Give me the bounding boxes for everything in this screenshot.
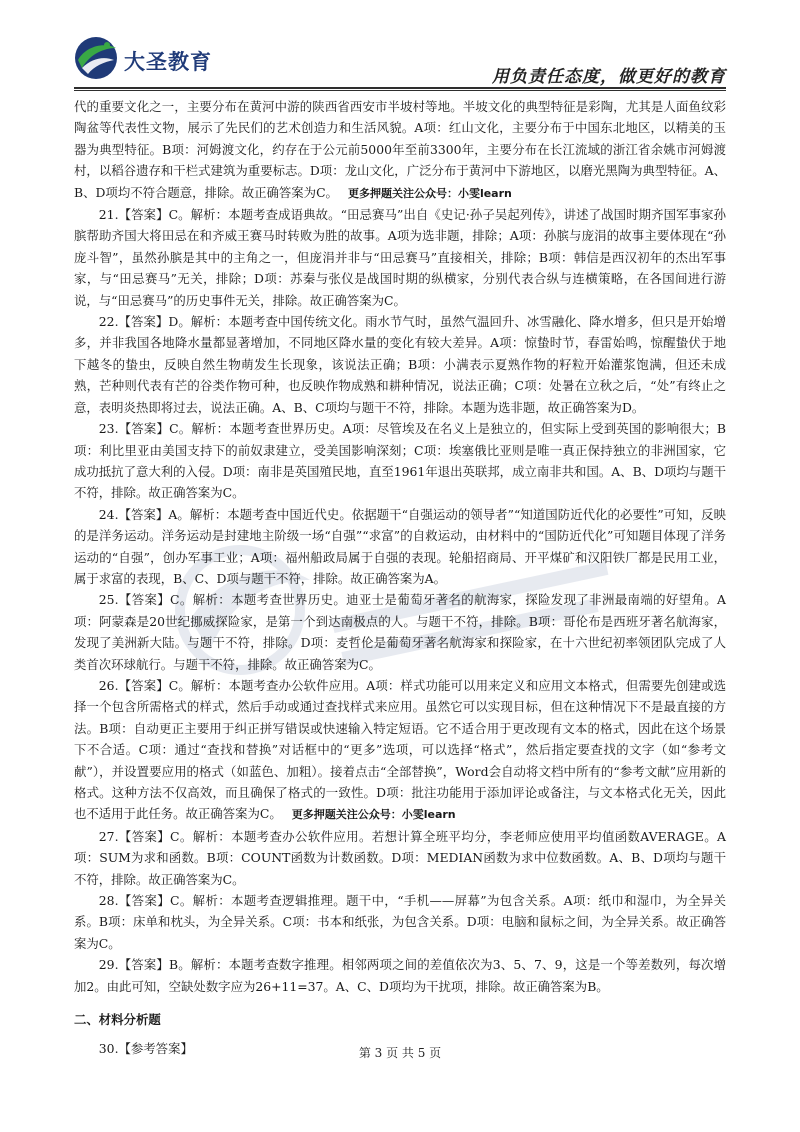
answer-30-heading: 30.【参考答案】: [98, 1041, 193, 1057]
answer-26-text: 26.【答案】C。解析：本题考查办公软件应用。A项：样式功能可以用来定义和应用文本格式，但需要先创建或选择一个包含所需格式的样式，然后手动或通过查找样式来应用。虽然它可以实现目标，但在这种情况下不是最直接的方法。B项：自动更正主要用于纠正拼写错误或快速输入特定短语。它不适合用于更改现有文本的格式，因此在这个场景下不合适。C项：通过“查找和替换”对话框中的“更多”选项，可以选择“格式”，然后指定要查找的文字（如“参考文献”），并设置要应用的格式（如蓝色、加粗）。接着点击“全部替换”，Word会自动将文档中所有的“参考文献”应用新的格式。这种方法不仅高效，而且确保了格式的一致性。D项：批注功能用于添加评论或备注，与文本格式化无关，因此也不适用于此任务。故正确答案为C。: [74, 677, 726, 822]
answer-26: [74, 675, 726, 826]
answer-29: 29.【答案】B。解析：本题考查数字推理。相邻两项之间的差值依次为3、5、7、9，这是一个等差数列，每次增加2。由此可知，空缺处数字应为26+11=37。A、C、D项均为干扰项，排除。故正确答案为B。: [74, 957, 726, 994]
answer-21: 21.【答案】C。解析：本题考查成语典故。“田忌赛马”出自《史记·孙子吴起列传》，讲述了战国时期齐国军事家孙膑帮助齐国大将田忌在和齐威王赛马时转败为胜的故事。A项为选非题，排除；A项：孙膑与庞涓的故事主要体现在“孙庞斗智”，虽然孙膑是其中的主角之一，但庞涓并非与“田忌赛马”直接相关，排除；B项：韩信是西汉初年的杰出军事家，与“田忌赛马”无关，排除；D项：苏秦与张仪是战国时期的纵横家，分别代表合纵与连横策略，在各国间进行游说，与“田忌赛马”的历史事件无关，排除。故正确答案为C。: [74, 207, 726, 308]
promo-text: 更多押题关注公众号：小雯learn: [347, 186, 512, 200]
answer-27: 27.【答案】C。解析：本题考查办公软件应用。若想计算全班平均分，李老师应使用平均值函数AVERAGE。A项：SUM为求和函数。B项：COUNT函数为计数函数。D项：MEDIAN函数为求中位数函数。A、B、D项均与题干不符，排除。故正确答案为C。: [74, 828, 726, 887]
answer-28: 28.【答案】C。解析：本题考查逻辑推理。题干中，“手机——屏幕”为包含关系。A项：纸巾和湿巾，为全异关系。B项：床单和枕头，为全异关系。C项：书本和纸张，为包含关系。D项：电脑和鼠标之间，为全异关系。故正确答案为C。: [74, 893, 726, 951]
dasheng-logo-icon: [74, 36, 118, 80]
paragraph-intro: [74, 96, 726, 204]
answer-23: 23.【答案】C。解析：本题考查世界历史。A项：尽管埃及在名义上是独立的，但实际上受到英国的影响很大；B项：利比里亚由美国支持下的前奴隶建立，受美国影响深刻；C项：埃塞俄比亚则是唯一真正保持独立的非洲国家，它成功抵抗了意大利的入侵。D项：南非是英国殖民地，直至1961年退出英联邦，成立南非共和国。A、B、D项均与题干不符，排除。故正确答案为C。: [74, 421, 726, 501]
brand-name: 大圣教育: [124, 50, 212, 74]
page-number: 第 3 页 共 5 页: [358, 1046, 442, 1060]
promo-text: 更多押题关注公众号：小雯learn: [291, 808, 456, 822]
answer-24: 24.【答案】A。解析：本题考查中国近代史。依据题干“自强运动的领导者”“知道国防近代化的必要性”可知，反映的是洋务运动。洋务运动是封建地主阶级一场“自强”“求富”的自救运动，由材料中的“国防近代化”可知题目体现了洋务运动的“自强”，创办军事工业；A项：福州船政局属于自强的表现。轮船招商局、开平煤矿和汉阳铁厂都是民用工业，属于求富的表现，B、C、D项与题干不符，排除。故正确答案为A。: [74, 506, 726, 586]
header-divider: [74, 87, 726, 89]
header-divider-thin: [74, 90, 726, 91]
intro-text: 代的重要文化之一，主要分布在黄河中游的陕西省西安市半坡村等地。半坡文化的典型特征是彩陶，尤其是人面鱼纹彩陶盆等代表性文物，展示了先民们的艺术创造力和生活风貌。A项：红山文化，主要分布于中国东北地区，以精美的玉器为典型特征。B项：河姆渡文化，约存在于公元前5000年至前3300年，主要分布在长江流域的浙江省余姚市河姆渡村，以稻谷遗存和干栏式建筑为重要标志。D项：龙山文化，广泛分布于黄河中下游地区，以磨光黑陶为典型特征。A、B、D项均不符合题意，排除。故正确答案为C。: [74, 99, 726, 200]
header-slogan: 用负责任态度，做更好的教育: [492, 67, 726, 87]
answer-content: [74, 96, 726, 1060]
answer-25: 25.【答案】C。解析：本题考查世界历史。迪亚士是葡萄牙著名的航海家，探险发现了非洲最南端的好望角。A项：阿蒙森是20世纪挪威探险家，是第一个到达南极点的人。与题干不符，排除。B项：哥伦布是西班牙著名航海家，发现了美洲新大陆。与题干不符，排除。D项：麦哲伦是葡萄牙著名航海家和探险家，在十六世纪初率领团队完成了人类首次环球航行。与题干不符，排除。故正确答案为C。: [74, 592, 726, 672]
page-header: [0, 0, 800, 92]
section-title: 二、材料分析题: [74, 1012, 161, 1028]
answer-22: 22.【答案】D。解析：本题考查中国传统文化。雨水节气时，虽然气温回升、冰雪融化、降水增多，但只是开始增多，并非我国各地降水量都显著增加，不同地区降水量的变化有较大差异。A项：惊蛰时节，春雷始鸣，惊醒蛰伏于地下越冬的蛰虫，反映自然生物萌发生长现象，该说法正确；B项：小满表示夏熟作物的籽粒开始灌浆饱满，但还未成熟，芒种则代表有芒的谷类作物可种，也反映作物成熟和耕种情况，说法正确；C项：处暑在立秋之后，“处”有终止之意，表明炎热即将过去，说法正确。A、B、C项均与题干不符，排除。本题为选非题，故正确答案为D。: [74, 314, 726, 415]
